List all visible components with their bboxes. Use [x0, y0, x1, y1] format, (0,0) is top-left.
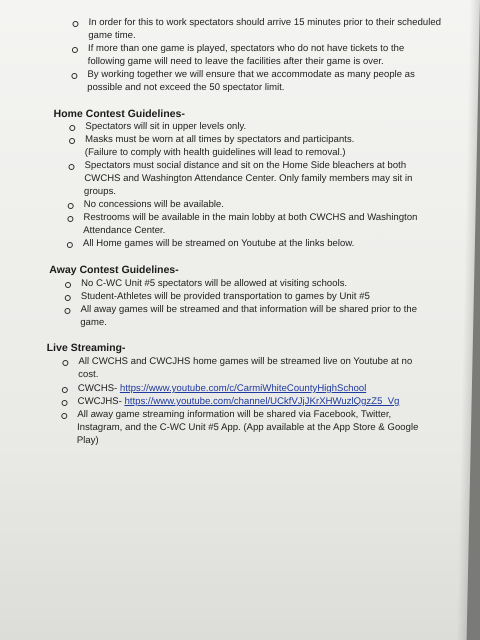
page-edge-shadow [457, 0, 480, 640]
bullet-icon [72, 21, 78, 27]
list-item-text: All away games will be streamed and that information will be shared prior to the game. [80, 304, 418, 328]
list-item-text: Student-Athletes will be provided transportation to games by Unit #5 [80, 291, 370, 302]
list-item-text: Spectators must social distance and sit on the Home Side bleachers at both CWCHS and Washington Attendance Center. Only family members may sit in groups. [83, 160, 413, 197]
list-item-text: No C-WC Unit #5 spectators will be allowed at visiting schools. [80, 278, 348, 289]
cwchs-youtube-link[interactable]: https://www.youtube.com/c/CarmiWhiteCountyHighSchool [119, 383, 367, 394]
bullet-icon [62, 387, 68, 393]
list-item-text: Spectators will sit in upper levels only. [85, 121, 247, 132]
section-heading-away: Away Contest Guidelines- [49, 264, 179, 276]
bullet-icon [69, 125, 75, 131]
list-item-text: Restrooms will be available in the main lobby at both CWCHS and Washington Attendance Center. [83, 212, 418, 236]
bullet-icon [71, 73, 77, 79]
list-item-text: If more than one game is played, spectators who do not have tickets to the following game will need to leave the facilities after their game is over. [87, 43, 405, 67]
bullet-icon [68, 203, 74, 209]
list-item-text: (Failure to comply with health guidelines will lead to removal.) [84, 147, 346, 158]
bullet-icon [62, 360, 68, 366]
section-heading-home: Home Contest Guidelines- [53, 108, 186, 120]
list-item-text: All Home games will be streamed on Youtube at the links below. [82, 238, 355, 249]
list-item-text [78, 382, 458, 395]
list-item-text [77, 395, 457, 408]
section-heading-live: Live Streaming- [46, 342, 126, 354]
bullet-icon [65, 295, 71, 301]
cwcjhs-label: CWCJHS- [77, 396, 122, 407]
bullet-icon [68, 164, 74, 170]
list-item-text: No concessions will be available. [83, 199, 225, 210]
bullet-icon [67, 242, 73, 248]
bullet-icon [61, 400, 67, 406]
bullet-icon [67, 216, 73, 222]
bullet-icon [65, 282, 71, 288]
list-item-text: By working together we will ensure that we accommodate as many people as possible and not exceed the 50 spectator limit. [87, 69, 415, 93]
bullet-icon [69, 138, 75, 144]
bullet-icon [64, 308, 70, 314]
list-item-text: Masks must be worn at all times by spectators and participants. [84, 134, 355, 145]
cwcjhs-youtube-link[interactable]: https://www.youtube.com/channel/UCkfVJjJKrXHWuzlQgzZ5_Vg [124, 396, 400, 407]
bullet-icon [72, 47, 78, 53]
list-item-text: In order for this to work spectators should arrive 15 minutes prior to their scheduled game time. [88, 17, 442, 41]
list-item-text: All CWCHS and CWCJHS home games will be streamed live on Youtube at no cost. [78, 356, 413, 380]
cwchs-label: CWCHS- [77, 383, 118, 394]
bullet-icon [61, 413, 67, 419]
list-item-text: All away game streaming information will be shared via Facebook, Twitter, Instagram, and the C-WC Unit #5 App. (App available at the App Store & Google Play) [76, 409, 419, 446]
